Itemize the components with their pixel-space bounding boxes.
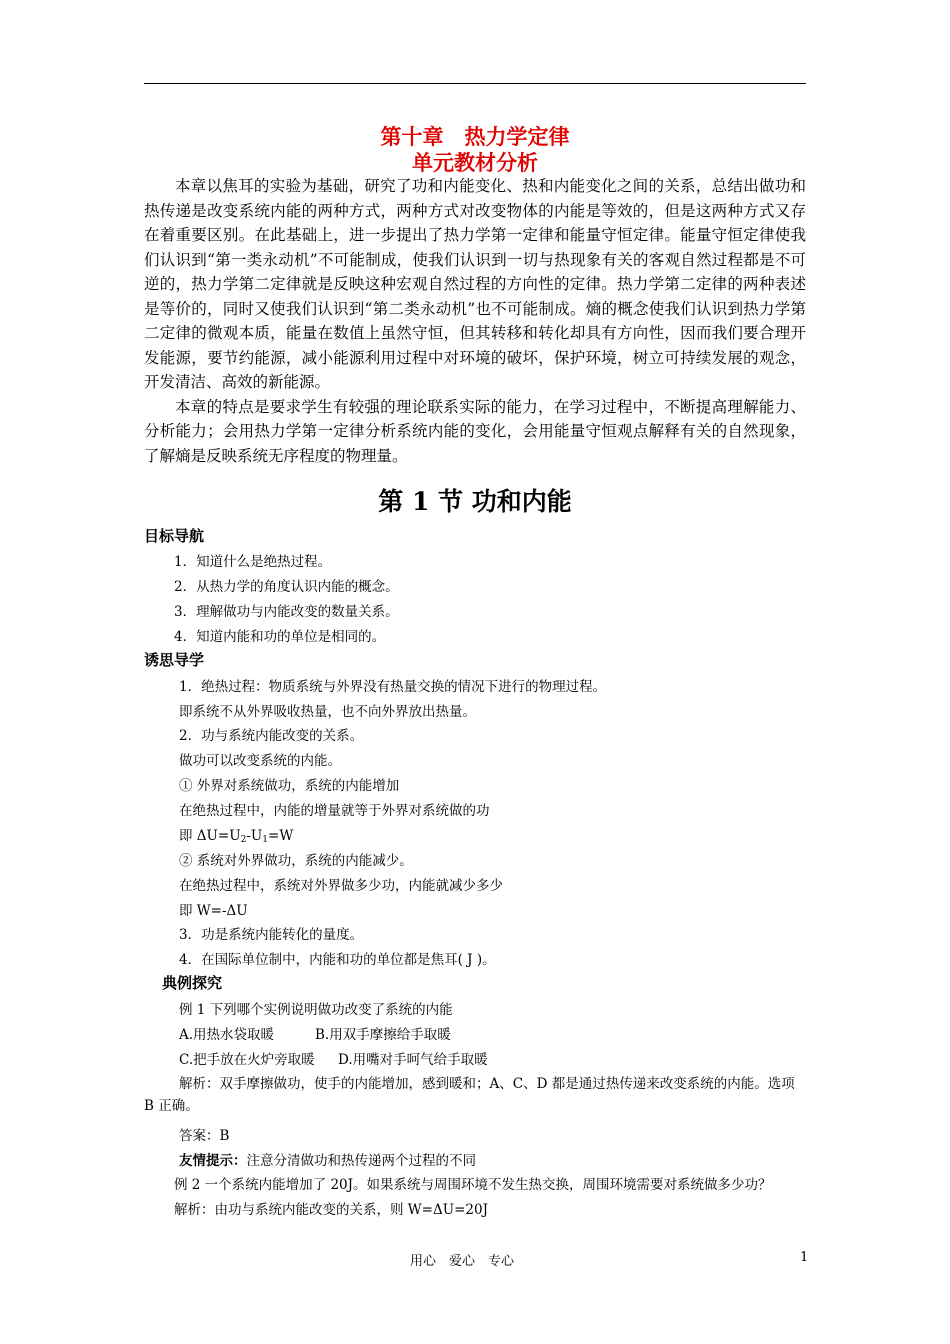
option-c: C.把手放在火炉旁取暖	[179, 1052, 315, 1068]
guide-line: 即 W=-ΔU	[179, 903, 248, 919]
equation-subscript: 2	[240, 835, 247, 845]
tip-label: 友情提示：	[179, 1153, 247, 1169]
example-question: 例 1 下列哪个实例说明做功改变了系统的内能	[179, 1002, 453, 1018]
equation-part: 即 ΔU=U	[179, 828, 241, 844]
equation-line	[179, 824, 293, 845]
equation-part: =W	[268, 828, 294, 844]
guide-line: 即系统不从外界吸收热量，也不向外界放出热量。	[179, 704, 476, 720]
option-d: D.用嘴对手呵气给手取暖	[338, 1052, 488, 1068]
option-b: B.用双手摩擦给手取暖	[315, 1027, 451, 1043]
examples-heading: 典例探究	[162, 974, 223, 992]
tip-line	[179, 1149, 476, 1169]
guide-line: 3．功是系统内能转化的量度。	[179, 927, 364, 943]
example-analysis: 解析：双手摩擦做功，使手的内能增加，感到暖和；A、C、D 都是通过热传递来改变系统的内能。选项 B 正确。	[144, 1076, 795, 1114]
guide-line: 在绝热过程中，内能的增量就等于外界对系统做的功	[179, 803, 490, 819]
intro-paragraph: 本章以焦耳的实验为基础，研究了功和内能变化、热和内能变化之间的关系，总结出做功和热传递是改变系统内能的两种方式，两种方式对改变物体的内能是等效的，但是这两种方式又存在着重要区别。在此基础上，进一步提出了热力学第一定律和能量守恒定律。能量守恒定律使我们认识到“第一类永动机”不可能制成，使我们认识到一切与热现象有关的客观自然过程都是不可逆的，热力学第二定律就是反映这种宏观自然过程的方向性的定律。热力学第二定律的两种表述是等价的，同时又使我们认识到“第二类永动机”也不可能制成。熵的概念使我们认识到热力学第二定律的微观本质，能量在数值上虽然守恒，但其转移和转化却具有方向性，因而我们要合理开发能源，要节约能源，减小能源利用过程中对环境的破坏，保护环境，树立可持续发展的观念，开发清洁、高效的新能源。	[144, 177, 806, 391]
equation-part: -U	[246, 828, 263, 844]
guide-line: 4．在国际单位制中，内能和功的单位都是焦耳( J )。	[179, 952, 496, 968]
intro-paragraph: 本章的特点是要求学生有较强的理论联系实际的能力，在学习过程中，不断提高理解能力、分析能力；会用热力学第一定律分析系统内能的变化，会用能量守恒观点解释有关的自然现象，了解熵是反映系统无序程度的物理量。	[144, 397, 806, 465]
chapter-title: 第十章 热力学定律	[380, 124, 570, 149]
goal-item: 1．知道什么是绝热过程。	[174, 554, 332, 570]
guide-line: 在绝热过程中，系统对外界做多少功，内能就减少多少	[179, 878, 503, 894]
header-rule	[144, 83, 806, 84]
chapter-subtitle: 单元教材分析	[412, 150, 538, 175]
example-question: 例 2 一个系统内能增加了 20J。如果系统与周围环境不发生热交换，周围环境需要对系统做多少功？	[174, 1177, 772, 1193]
goal-item: 3．理解做功与内能改变的数量关系。	[174, 604, 399, 620]
tip-text: 注意分清做功和热传递两个过程的不同	[246, 1153, 476, 1169]
goal-item: 4．知道内能和功的单位是相同的。	[174, 629, 386, 645]
guide-line: ② 系统对外界做功，系统的内能减少。	[179, 853, 413, 869]
guide-line: 1．绝热过程：物质系统与外界没有热量交换的情况下进行的物理过程。	[179, 679, 607, 695]
intro-text	[144, 174, 806, 468]
section-title: 第 1 节 功和内能	[378, 487, 572, 516]
guide-line: 2．功与系统内能改变的关系。	[179, 728, 364, 744]
page-number: 1	[800, 1250, 809, 1265]
goal-item: 2．从热力学的角度认识内能的概念。	[174, 579, 399, 595]
footer-motto: 用心 爱心 专心	[410, 1254, 515, 1269]
example-answer: 答案：B	[179, 1128, 230, 1144]
guide-line: 做功可以改变系统的内能。	[179, 753, 341, 769]
example-analysis: 解析：由功与系统内能改变的关系，则 W=ΔU=20J	[174, 1202, 489, 1218]
equation-subscript: 1	[262, 835, 269, 845]
guide-line: ① 外界对系统做功，系统的内能增加	[179, 778, 400, 794]
goals-heading: 目标导航	[144, 527, 205, 545]
option-a: A.用热水袋取暖	[179, 1027, 275, 1043]
guide-heading: 诱思导学	[144, 651, 205, 669]
